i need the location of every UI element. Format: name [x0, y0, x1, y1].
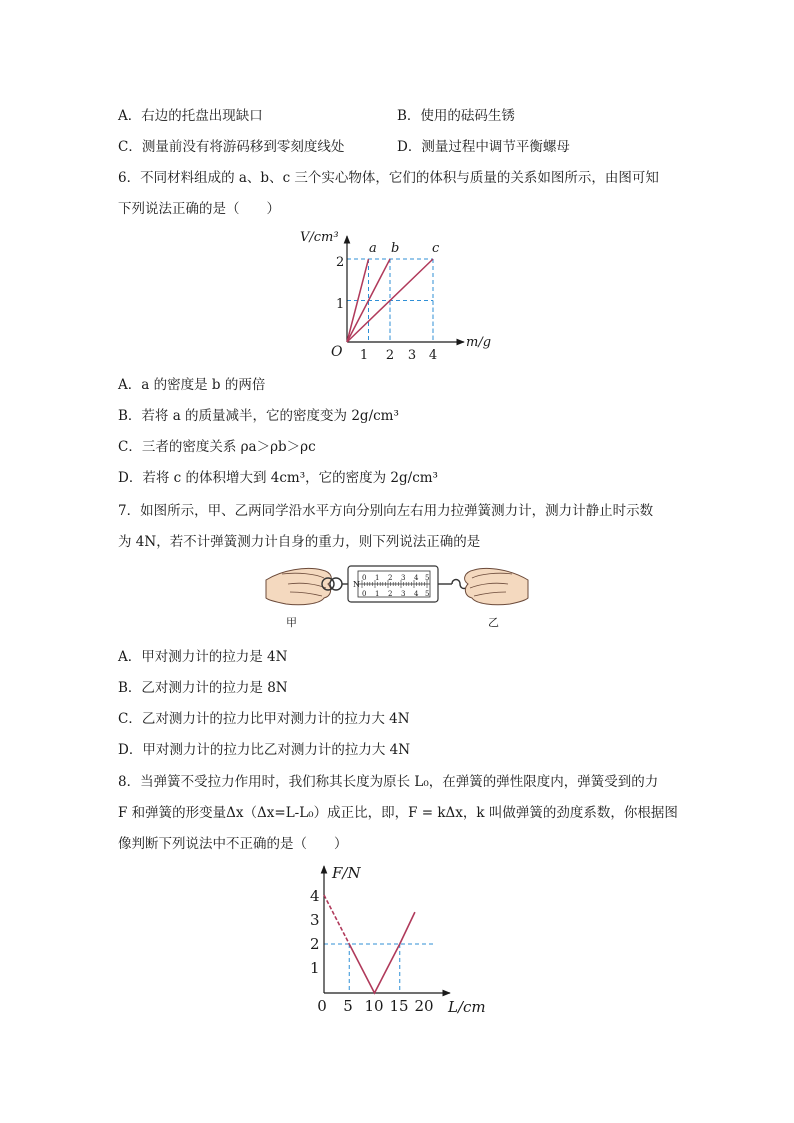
q6-option-c: C．三者的密度关系 ρa＞ρb＞ρc — [118, 439, 316, 455]
q8-y-tick-2: 2 — [310, 935, 320, 953]
right-hand-icon — [465, 568, 528, 604]
scale-num-4: 4 — [414, 574, 419, 582]
q8-x-tick-15: 15 — [389, 997, 409, 1015]
q5-option-b: B．使用的砝码生锈 — [397, 108, 515, 124]
q6-option-d: D．若将 c 的体积增大到 4cm³，它的密度为 2g/cm³ — [118, 470, 438, 486]
q6-option-a: A．a 的密度是 b 的两倍 — [118, 377, 266, 393]
q6-line-label-c: c — [432, 241, 440, 256]
q6-stem-line1: 6．不同材料组成的 a、b、c 三个实心物体，它们的体积与质量的关系如图所示，由图可知 — [118, 170, 659, 186]
q8-x-tick-20: 20 — [414, 997, 434, 1015]
q8-x-axis-label: L/cm — [448, 998, 486, 1016]
q6-x-tick-2: 2 — [385, 348, 395, 362]
q6-y-axis-label: V/cm³ — [300, 230, 339, 245]
q6-x-axis-label: m/g — [466, 335, 492, 350]
q6-line-label-a: a — [369, 241, 377, 256]
q7-stem-line1: 7．如图所示，甲、乙两同学沿水平方向分别向左右用力拉弹簧测力计，测力计静止时示数 — [118, 503, 654, 519]
q8-stem-line1: 8．当弹簧不受拉力作用时，我们称其长度为原长 L₀，在弹簧的弹性限度内，弹簧受到的力 — [118, 774, 659, 790]
q6-line-label-b: b — [391, 241, 400, 256]
q7-stem-line2: 为 4N，若不计弹簧测力计自身的重力，则下列说法正确的是 — [118, 534, 481, 550]
q6-option-b: B．若将 a 的质量减半，它的密度变为 2g/cm³ — [118, 408, 399, 424]
svg-text:2: 2 — [388, 590, 393, 598]
q8-stem-line2: F 和弹簧的形变量Δx（Δx=L-L₀）成正比，即，F = kΔx，k 叫做弹簧的劲度系数，你根据图 — [118, 805, 678, 821]
scale-num-2: 2 — [388, 574, 393, 582]
q8-x-tick-0: 0 — [317, 997, 327, 1015]
svg-text:4: 4 — [414, 590, 419, 598]
q6-y-tick-1: 1 — [336, 297, 345, 312]
q6-volume-mass-graph — [292, 222, 502, 362]
q8-y-tick-4: 4 — [310, 887, 320, 905]
svg-text:5: 5 — [425, 590, 430, 598]
q5-option-d: D．测量过程中调节平衡螺母 — [397, 139, 570, 155]
q8-stem-line3: 像判断下列说法中不正确的是（ ） — [118, 836, 348, 852]
q6-x-tick-3: 3 — [407, 348, 417, 362]
svg-text:0: 0 — [362, 590, 367, 598]
q8-x-tick-5: 5 — [343, 997, 353, 1015]
scale-num-3: 3 — [401, 574, 406, 582]
q7-option-a: A．甲对测力计的拉力是 4N — [118, 649, 288, 665]
svg-text:1: 1 — [375, 590, 380, 598]
left-hand-icon — [266, 568, 331, 604]
q7-option-b: B．乙对测力计的拉力是 8N — [118, 680, 288, 696]
scale-num-1: 1 — [375, 574, 380, 582]
scale-num-0: 0 — [362, 574, 367, 582]
q8-y-tick-3: 3 — [310, 911, 320, 929]
q7-option-d: D．甲对测力计的拉力比乙对测力计的拉力大 4N — [118, 742, 411, 758]
q7-option-c: C．乙对测力计的拉力比甲对测力计的拉力大 4N — [118, 711, 410, 727]
q8-series-dashed — [324, 895, 349, 944]
q6-origin-label: O — [331, 344, 343, 360]
q6-stem-line2: 下列说法正确的是（ ） — [118, 201, 280, 217]
q6-y-tick-2: 2 — [336, 255, 345, 270]
q6-x-tick-1: 1 — [359, 348, 369, 362]
q5-option-c: C．测量前没有将游码移到零刻度线处 — [118, 139, 345, 155]
scale-num-5: 5 — [425, 574, 430, 582]
svg-text:3: 3 — [401, 590, 406, 598]
spring-scale-unit: N — [353, 580, 360, 589]
label-yi: 乙 — [488, 616, 499, 629]
q8-force-length-graph — [300, 856, 500, 1026]
label-jia: 甲 — [286, 616, 297, 629]
q8-x-tick-10: 10 — [364, 997, 384, 1015]
q8-y-axis-label: F/N — [332, 864, 361, 882]
q8-series-solid — [349, 912, 415, 993]
q6-x-tick-4: 4 — [428, 348, 438, 362]
q7-spring-scale-figure — [262, 560, 532, 632]
q8-guide-lines — [324, 944, 435, 993]
q5-option-a: A．右边的托盘出现缺口 — [118, 108, 263, 124]
q8-y-tick-1: 1 — [310, 959, 320, 977]
